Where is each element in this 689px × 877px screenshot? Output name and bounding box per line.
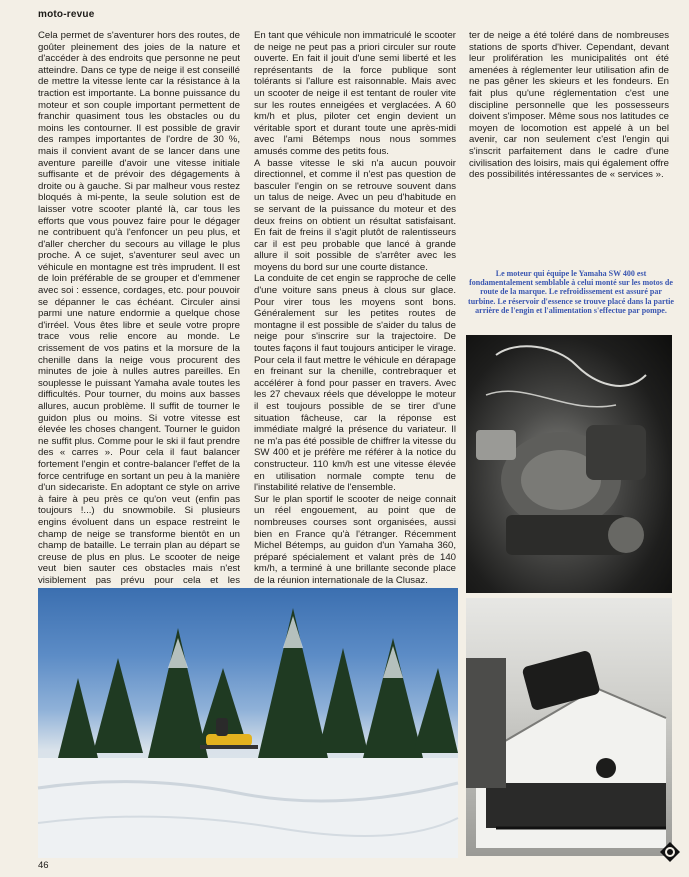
paragraph: La conduite de cet engin se rapproche de celle d'une voiture sans pneus à clous sur glace. Pour virer tous les moyens sont bons. Généralement sur les petites routes de montagne il est possible de s'aider du talus de neige pour s'inscrire sur la trajectoire. De toutes façons il faut toujours anticiper le virage. Pour cela il faut mettre le véhicule en dérapage en freinant sur la chenille, contrebraquer et accélérer à fond pour passer en travers. Avec les 27 chevaux réels que développe le moteur il est toujours possible de se tirer d'une situation fâcheuse, car la réponse est immédiate malgré la présence du variateur. Il ne m'a pas été possible de chiffrer la vitesse du SW 400 et je préfère me référer à la notice du constructeur. 110 km/h est une vitesse élevée en utilisation normale compte tenu de l'instabilité relative de l'ensemble. (254, 273, 456, 494)
paragraph: En tant que véhicule non immatriculé le scooter de neige ne peut pas a priori circuler sur route ouverte. En fait il jouit d'une semi liberté et les représentants de la force publique sont tolérants si l'allure est raisonnable. Mais avec un scooter de neige il est tentant de rouler vite sur les routes enneigées et verglacées. A 60 km/h et plus, piloter cet engin devient un véritable sport et durant toute une après-midi avec l'ami Bétemps nous nous sommes amusés comme des petits fous. (254, 30, 456, 157)
publisher-logo (660, 842, 680, 862)
page-number: 46 (38, 860, 49, 871)
snow-scene-photo (38, 588, 458, 858)
scooter-illustration (466, 598, 672, 856)
paragraph: Sur le plan sportif le scooter de neige connait un réel engouement, au point que de nombreuses courses sont organisées, aussi bien en France qu'à l'étranger. Récemment Michel Bétemps, au guidon d'un Yamaha 360, préparé spécialement et valant près de 140 km/h, a terminé à une brillante seconde place de la réunion internationale de la Clusaz. (254, 493, 456, 586)
paragraph: ter de neige a été toléré dans de nombreuses stations de sports d'hiver. Cependant, devant leur prolifération les municipalités ont été amenées à réglementer leur utilisation afin de ne pas gêner les skieurs et les fondeurs. En fait plus qu'une réglementation c'est une discipline personnelle que les possesseurs doivent s'imposer. Même sous nos latitudes ce moyen de locomotion est appelé à un bel avenir, car non seulement c'est l'engin qui s'inscrit parfaitement dans le cadre d'une civilisation des loisirs, mais qui également offre des possibilités intéressantes de « services ». (469, 30, 669, 181)
text-column-2 (254, 30, 456, 586)
text-column-3 (469, 30, 669, 260)
engine-illustration (466, 335, 672, 593)
photo-caption: Le moteur qui équipe le Yamaha SW 400 est fondamentalement semblable à celui monté sur les motos de route de la marque. Le refroidissement est assuré par turbine. Le réservoir d'essence se trouve placé dans la partie arrière de l'engin et l'alimentation s'effectue par pompe. (468, 269, 674, 315)
section-header: moto-revue (38, 9, 95, 20)
paragraph: Cela permet de s'aventurer hors des routes, de goûter pleinement des joies de la nature et d'accéder à des endroits que personne ne peut atteindre. Dans ce type de neige il est conseillé de mettre la vitesse lente car la résistance à la traction est importante. La bonne puissance du moteur et son couple important permettent de franchir quasiment tous les obstacles ou du moins les contourner. Il est possible de gravir des rampes importantes de l'ordre de 30 %, mais il convient avant de se lancer dans une aventure pareille d'avoir une vitesse initiale suffisante et de prévoir des dégagements à droite ou à gauche. Si par malheur vous restez bloqués à mi-pente, la seule solution est de laisser votre scooter planté là, car tous les efforts que vous pouvez faire pour le dégager ne contribuent qu'à l'enfoncer un peu plus, et d'aller chercher du secours au village le plus proche. A ce sujet, s'aventurer seul avec un véhicule en montagne est très imprudent. Il est de loin préférable de se grouper et d'emmener avec soi : essence, cordages, etc. pour pouvoir se dépanner le cas échéant. Circuler ainsi parmi une nature endormie a quelque chose d'irréel. Vous êtes libre et seule votre propre trace vous relie encore au monde. Le crissement de vos patins et la morsure de la chenille dans la neige vous procurent des minutes de joie à nulles autres pareilles. En souplesse le puissant Yamaha avale toutes les difficultés. Pour tourner, du moins aux basses allures, aucun problème. Il suffit de tourner le guidon plus ou moins. Si votre vitesse est élevée les choses changent. Tourner le guidon ne suffit plus. Comme pour le ski il faut prendre des « carres ». Pour cela il faut balancer fortement l'engin et contre-balancer l'effet de la force centrifuge en sortant un peu à la manière d'un sidecariste. En adoptant ce style on arrive à faire à peu près ce qu'on veut (enfin pas toujours !...) du snowmobile. Si plusieurs engins évoluent dans un espace restreint le champ de neige se transforme bientôt en un champ de bataille. Le terrain plan au départ se creuse de plus en plus. Le scooter de neige veut bien sauter ces obstacles mais n'est visiblement pas prévu pour cela et les (38, 30, 240, 586)
snow-scene-illustration (38, 588, 458, 858)
text-column-1 (38, 30, 240, 586)
engine-photo (466, 335, 672, 593)
paragraph: A basse vitesse le ski n'a aucun pouvoir directionnel, et comme il n'est pas question de basculer l'engin on se retrouve souvent dans un talus de neige. Avec un peu d'habitude en se servant de la puissance du moteur et des deux freins on obtient un résultat satisfaisant. En fait de freins il s'agit plutôt de ralentisseurs car il est peu probable que lancé à grande allure il soit possible de s'arrêter avec les moyens du bord sur une courte distance. (254, 157, 456, 273)
scooter-photo (466, 598, 672, 856)
publisher-logo-icon (660, 842, 680, 862)
